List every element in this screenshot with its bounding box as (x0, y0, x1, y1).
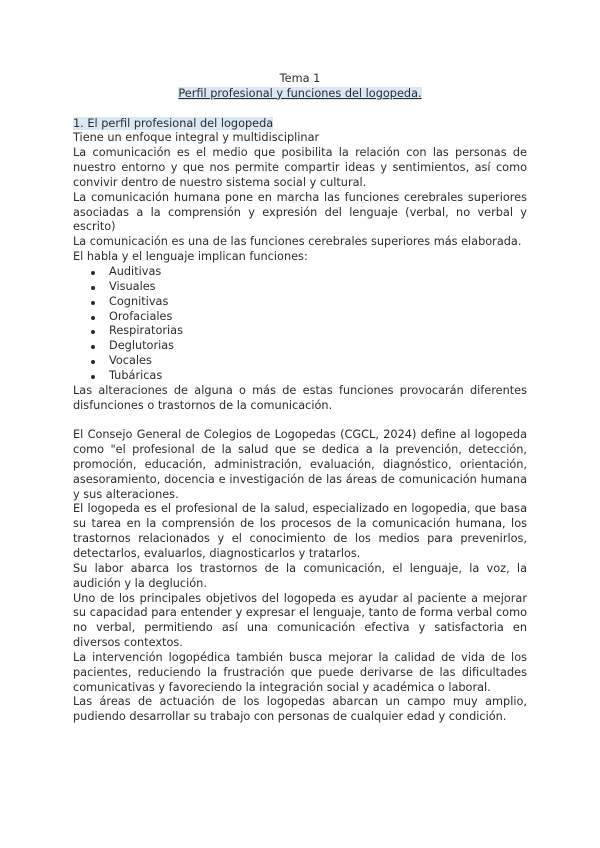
list-item: Tubáricas (73, 369, 527, 384)
document-page (73, 72, 527, 725)
paragraph: La comunicación es el medio que posibilita la relación con las personas de nuestro entorno y que nos permite compartir ideas y sentimientos, así como convivir dentro de nuestro sistema social y cultural. (73, 146, 527, 189)
paragraph: Las alteraciones de alguna o más de estas funciones provocarán diferentes disfunciones o trastornos de la comunicación. (73, 383, 527, 412)
paragraph: Uno de los principales objetivos del logopeda es ayudar al paciente a mejorar su capacidad para entender y expresar el lenguaje, tanto de forma verbal como no verbal, permitiendo así una comunicación efectiva y satisfactoria en diversos contextos. (73, 591, 527, 650)
list-item: Deglutorias (73, 339, 527, 354)
list-item: Respiratorias (73, 324, 527, 339)
paragraph: Las áreas de actuación de los logopedas abarcan un campo muy amplio, pudiendo desarrollar su trabajo con personas de cualquier edad y condición. (73, 695, 527, 724)
paragraph: El Consejo General de Colegios de Logopedas (CGCL, 2024) define al logopeda como "el profesional de la salud que se dedica a la prevención, detección, promoción, educación, administración, evaluación, diagnóstico, orientación, asesoramiento, docencia e investigación de las áreas de comunicación humana y sus alteraciones. (73, 428, 527, 501)
paragraph: Su labor abarca los trastornos de la comunicación, el lenguaje, la voz, la audición y la deglución. (73, 561, 527, 590)
list-item: Visuales (73, 280, 527, 295)
paragraph: La comunicación humana pone en marcha las funciones cerebrales superiores asociadas a la comprensión y expresión del lenguaje (verbal, no verbal y escrito) (73, 190, 527, 234)
paragraph: El habla y el lenguaje implican funciones: (73, 250, 308, 264)
paragraph: La intervención logopédica también busca mejorar la calidad de vida de los pacientes, reduciendo la frustración que puede derivarse de las dificultades comunicativas y favoreciendo la integración social y académica o laboral. (73, 650, 527, 694)
functions-list (73, 265, 527, 384)
list-item: Cognitivas (73, 295, 527, 310)
paragraph: La comunicación es una de las funciones cerebrales superiores más elaborada. (73, 235, 522, 249)
paragraph: Tiene un enfoque integral y multidisciplinar (73, 131, 320, 145)
section-heading: 1. El perfil profesional del logopeda (73, 116, 274, 130)
list-item: Vocales (73, 354, 527, 369)
document-title: Perfil profesional y funciones del logopeda. (178, 86, 422, 100)
list-item: Orofaciales (73, 310, 527, 325)
list-item: Auditivas (73, 265, 527, 280)
paragraph: El logopeda es el profesional de la salud, especializado en logopedia, que basa su tarea en la comprensión de los procesos de la comunicación humana, los trastornos relacionados y el conocimiento de los medios para prevenirlos, detectarlos, evaluarlos, diagnosticarlos y tratarlos. (73, 502, 527, 560)
topic-label: Tema 1 (279, 72, 321, 85)
